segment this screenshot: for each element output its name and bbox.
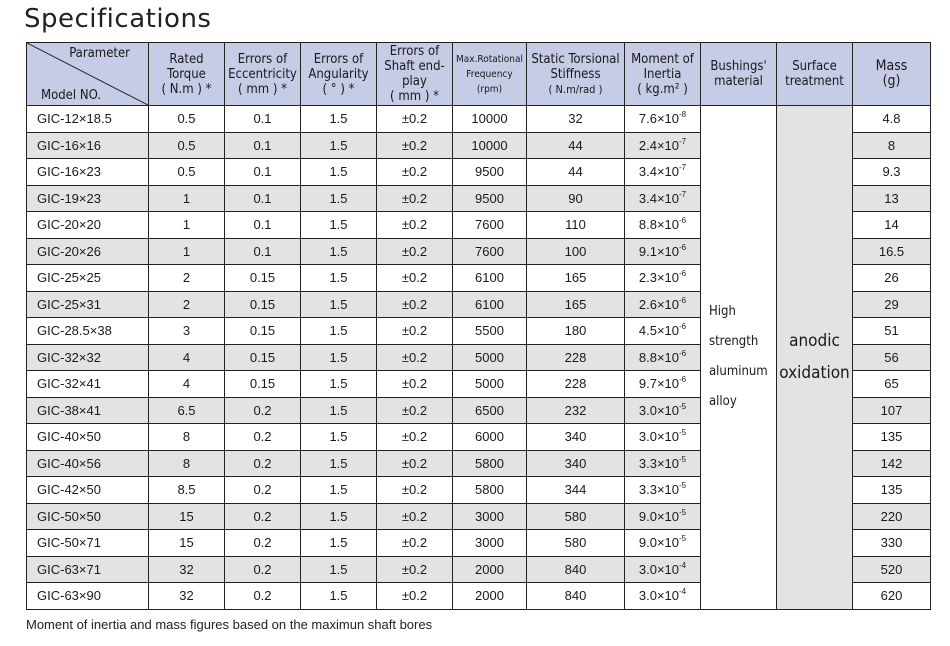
- inertia-exponent: -5: [679, 401, 687, 411]
- cell-eccentricity: 0.2: [225, 450, 301, 477]
- cell-eccentricity: 0.2: [225, 530, 301, 557]
- cell-model: GIC-19×23: [27, 185, 149, 212]
- cell-eccentricity: 0.15: [225, 371, 301, 398]
- header-shaft-end-play: Errors of Shaft end-play ( mm ) *: [377, 43, 453, 106]
- inertia-exponent: -7: [679, 163, 687, 173]
- cell-max-rpm: 5500: [453, 318, 527, 345]
- inertia-exponent: -5: [679, 507, 687, 517]
- cell-angularity: 1.5: [301, 212, 377, 239]
- cell-eccentricity: 0.1: [225, 106, 301, 133]
- cell-mass: 56: [853, 344, 931, 371]
- cell-angularity: 1.5: [301, 344, 377, 371]
- table-body: [27, 106, 931, 610]
- cell-rated-torque: 15: [149, 530, 225, 557]
- cell-model: GIC-38×41: [27, 397, 149, 424]
- cell-max-rpm: 6100: [453, 265, 527, 292]
- header-eccentricity: Errors of Eccentricity ( mm ) *: [225, 43, 301, 106]
- cell-moment-of-inertia: [625, 132, 701, 159]
- cell-eccentricity: 0.1: [225, 212, 301, 239]
- cell-moment-of-inertia: [625, 265, 701, 292]
- cell-eccentricity: 0.2: [225, 477, 301, 504]
- cell-mass: 620: [853, 583, 931, 610]
- cell-stiffness: 165: [527, 291, 625, 318]
- inertia-mantissa: 2.6×10: [638, 296, 679, 312]
- cell-model: GIC-50×50: [27, 503, 149, 530]
- cell-rated-torque: 2: [149, 265, 225, 292]
- surface-treatment-line: oxidation: [779, 363, 850, 384]
- cell-model: GIC-16×16: [27, 132, 149, 159]
- cell-stiffness: 110: [527, 212, 625, 239]
- cell-shaft-end-play: ±0.2: [377, 477, 453, 504]
- inertia-exponent: -5: [679, 534, 687, 544]
- cell-angularity: 1.5: [301, 291, 377, 318]
- cell-shaft-end-play: ±0.2: [377, 397, 453, 424]
- cell-angularity: 1.5: [301, 185, 377, 212]
- cell-mass: 16.5: [853, 238, 931, 265]
- bushings-material-line: strength: [709, 334, 759, 350]
- cell-angularity: 1.5: [301, 556, 377, 583]
- cell-max-rpm: 6500: [453, 397, 527, 424]
- cell-eccentricity: 0.15: [225, 318, 301, 345]
- cell-max-rpm: 5000: [453, 371, 527, 398]
- header-surface-treatment: Surface treatment: [777, 43, 853, 106]
- cell-shaft-end-play: ±0.2: [377, 132, 453, 159]
- cell-shaft-end-play: ±0.2: [377, 424, 453, 451]
- inertia-mantissa: 2.3×10: [638, 270, 679, 286]
- cell-rated-torque: 6.5: [149, 397, 225, 424]
- cell-max-rpm: 6100: [453, 291, 527, 318]
- inertia-exponent: -6: [679, 216, 687, 226]
- cell-angularity: 1.5: [301, 132, 377, 159]
- cell-stiffness: 32: [527, 106, 625, 133]
- cell-angularity: 1.5: [301, 238, 377, 265]
- cell-model: GIC-20×26: [27, 238, 149, 265]
- bushings-material-line: High: [709, 304, 736, 320]
- cell-model: GIC-50×71: [27, 530, 149, 557]
- inertia-mantissa: 8.8×10: [638, 349, 679, 365]
- cell-mass: 14: [853, 212, 931, 239]
- cell-rated-torque: 4: [149, 371, 225, 398]
- inertia-exponent: -8: [679, 110, 687, 120]
- surface-treatment-line: anodic: [789, 331, 840, 352]
- cell-eccentricity: 0.1: [225, 185, 301, 212]
- cell-angularity: 1.5: [301, 424, 377, 451]
- cell-moment-of-inertia: [625, 583, 701, 610]
- inertia-mantissa: 4.5×10: [638, 323, 679, 339]
- header-rated-torque: Rated Torque ( N.m ) *: [149, 43, 225, 106]
- cell-shaft-end-play: ±0.2: [377, 159, 453, 186]
- cell-stiffness: 340: [527, 424, 625, 451]
- cell-mass: 135: [853, 424, 931, 451]
- cell-angularity: 1.5: [301, 371, 377, 398]
- cell-stiffness: 580: [527, 503, 625, 530]
- cell-max-rpm: 5800: [453, 477, 527, 504]
- cell-shaft-end-play: ±0.2: [377, 344, 453, 371]
- cell-angularity: 1.5: [301, 530, 377, 557]
- cell-shaft-end-play: ±0.2: [377, 238, 453, 265]
- inertia-mantissa: 9.0×10: [638, 508, 679, 524]
- cell-mass: 4.8: [853, 106, 931, 133]
- cell-stiffness: 580: [527, 530, 625, 557]
- cell-bushings-material: [701, 106, 777, 610]
- cell-angularity: 1.5: [301, 106, 377, 133]
- inertia-mantissa: 3.0×10: [638, 588, 679, 604]
- cell-stiffness: 180: [527, 318, 625, 345]
- cell-max-rpm: 10000: [453, 106, 527, 133]
- cell-moment-of-inertia: [625, 344, 701, 371]
- cell-stiffness: 340: [527, 450, 625, 477]
- cell-shaft-end-play: ±0.2: [377, 318, 453, 345]
- cell-model: GIC-16×23: [27, 159, 149, 186]
- cell-angularity: 1.5: [301, 503, 377, 530]
- cell-shaft-end-play: ±0.2: [377, 265, 453, 292]
- cell-rated-torque: 32: [149, 556, 225, 583]
- inertia-exponent: -5: [679, 428, 687, 438]
- cell-max-rpm: 7600: [453, 238, 527, 265]
- cell-moment-of-inertia: [625, 212, 701, 239]
- cell-moment-of-inertia: [625, 106, 701, 133]
- cell-eccentricity: 0.1: [225, 159, 301, 186]
- cell-max-rpm: 2000: [453, 556, 527, 583]
- cell-eccentricity: 0.2: [225, 556, 301, 583]
- bushings-material-line: alloy: [709, 394, 737, 410]
- cell-moment-of-inertia: [625, 450, 701, 477]
- cell-shaft-end-play: ±0.2: [377, 503, 453, 530]
- cell-moment-of-inertia: [625, 530, 701, 557]
- corner-header-cell: [27, 43, 149, 106]
- cell-stiffness: 44: [527, 159, 625, 186]
- inertia-exponent: -6: [679, 295, 687, 305]
- cell-rated-torque: 0.5: [149, 159, 225, 186]
- inertia-mantissa: 2.4×10: [638, 137, 679, 153]
- cell-model: GIC-20×20: [27, 212, 149, 239]
- cell-shaft-end-play: ±0.2: [377, 450, 453, 477]
- cell-moment-of-inertia: [625, 477, 701, 504]
- cell-eccentricity: 0.2: [225, 583, 301, 610]
- header-row: [27, 43, 931, 106]
- cell-max-rpm: 7600: [453, 212, 527, 239]
- cell-eccentricity: 0.15: [225, 291, 301, 318]
- cell-model: GIC-40×50: [27, 424, 149, 451]
- cell-stiffness: 44: [527, 132, 625, 159]
- header-angularity: Errors of Angularity ( ° ) *: [301, 43, 377, 106]
- cell-shaft-end-play: ±0.2: [377, 583, 453, 610]
- cell-eccentricity: 0.15: [225, 265, 301, 292]
- footnote: Moment of inertia and mass figures based on the maximun shaft bores: [26, 617, 433, 632]
- inertia-exponent: -5: [679, 454, 687, 464]
- inertia-mantissa: 8.8×10: [638, 217, 679, 233]
- cell-eccentricity: 0.2: [225, 503, 301, 530]
- cell-eccentricity: 0.15: [225, 344, 301, 371]
- cell-rated-torque: 0.5: [149, 106, 225, 133]
- cell-mass: 135: [853, 477, 931, 504]
- cell-angularity: 1.5: [301, 583, 377, 610]
- cell-mass: 29: [853, 291, 931, 318]
- cell-stiffness: 840: [527, 556, 625, 583]
- cell-moment-of-inertia: [625, 185, 701, 212]
- cell-mass: 13: [853, 185, 931, 212]
- cell-model: GIC-32×41: [27, 371, 149, 398]
- table-row: [27, 106, 931, 133]
- cell-rated-torque: 4: [149, 344, 225, 371]
- inertia-exponent: -7: [679, 136, 687, 146]
- cell-moment-of-inertia: [625, 397, 701, 424]
- cell-angularity: 1.5: [301, 477, 377, 504]
- cell-model: GIC-12×18.5: [27, 106, 149, 133]
- inertia-mantissa: 3.0×10: [638, 429, 679, 445]
- inertia-mantissa: 9.7×10: [638, 376, 679, 392]
- cell-angularity: 1.5: [301, 397, 377, 424]
- cell-angularity: 1.5: [301, 159, 377, 186]
- inertia-exponent: -4: [679, 587, 687, 597]
- cell-rated-torque: 3: [149, 318, 225, 345]
- cell-stiffness: 100: [527, 238, 625, 265]
- cell-model: GIC-32×32: [27, 344, 149, 371]
- cell-stiffness: 840: [527, 583, 625, 610]
- cell-mass: 520: [853, 556, 931, 583]
- cell-shaft-end-play: ±0.2: [377, 371, 453, 398]
- cell-max-rpm: 9500: [453, 185, 527, 212]
- cell-mass: 26: [853, 265, 931, 292]
- bushings-material-line: aluminum: [709, 364, 768, 380]
- cell-mass: 65: [853, 371, 931, 398]
- inertia-mantissa: 3.3×10: [638, 482, 679, 498]
- cell-mass: 8: [853, 132, 931, 159]
- cell-stiffness: 165: [527, 265, 625, 292]
- cell-rated-torque: 0.5: [149, 132, 225, 159]
- cell-moment-of-inertia: [625, 424, 701, 451]
- cell-model: GIC-28.5×38: [27, 318, 149, 345]
- inertia-mantissa: 3.3×10: [638, 455, 679, 471]
- header-static-torsional-stiffness: Static Torsional Stiffness ( N.m/rad ): [527, 43, 625, 106]
- cell-max-rpm: 5000: [453, 344, 527, 371]
- cell-stiffness: 90: [527, 185, 625, 212]
- cell-stiffness: 228: [527, 371, 625, 398]
- cell-rated-torque: 32: [149, 583, 225, 610]
- cell-shaft-end-play: ±0.2: [377, 556, 453, 583]
- cell-model: GIC-25×25: [27, 265, 149, 292]
- cell-eccentricity: 0.2: [225, 397, 301, 424]
- cell-moment-of-inertia: [625, 291, 701, 318]
- cell-moment-of-inertia: [625, 318, 701, 345]
- cell-stiffness: 228: [527, 344, 625, 371]
- cell-moment-of-inertia: [625, 556, 701, 583]
- cell-model: GIC-40×56: [27, 450, 149, 477]
- cell-rated-torque: 8.5: [149, 477, 225, 504]
- cell-max-rpm: 9500: [453, 159, 527, 186]
- inertia-exponent: -6: [679, 269, 687, 279]
- cell-mass: 142: [853, 450, 931, 477]
- header-moment-of-inertia: Moment of Inertia ( kg.m² ): [625, 43, 701, 106]
- inertia-exponent: -6: [679, 242, 687, 252]
- cell-rated-torque: 1: [149, 238, 225, 265]
- inertia-exponent: -6: [679, 375, 687, 385]
- header-bushings-material: Bushings' material: [701, 43, 777, 106]
- page-title: Specifications: [24, 4, 212, 34]
- inertia-mantissa: 3.0×10: [638, 402, 679, 418]
- cell-moment-of-inertia: [625, 503, 701, 530]
- cell-rated-torque: 15: [149, 503, 225, 530]
- cell-surface-treatment: [777, 106, 853, 610]
- cell-rated-torque: 1: [149, 212, 225, 239]
- corner-model-label: Model NO.: [41, 88, 101, 103]
- inertia-mantissa: 3.4×10: [638, 164, 679, 180]
- corner-parameter-label: Parameter: [69, 46, 130, 61]
- inertia-exponent: -6: [679, 348, 687, 358]
- cell-model: GIC-42×50: [27, 477, 149, 504]
- cell-stiffness: 344: [527, 477, 625, 504]
- cell-rated-torque: 8: [149, 450, 225, 477]
- cell-mass: 51: [853, 318, 931, 345]
- header-mass: Mass (g): [853, 43, 931, 106]
- cell-max-rpm: 2000: [453, 583, 527, 610]
- cell-eccentricity: 0.2: [225, 424, 301, 451]
- header-max-rotational-frequency: Max.Rotational Frequency (rpm): [453, 43, 527, 106]
- cell-model: GIC-63×90: [27, 583, 149, 610]
- cell-max-rpm: 3000: [453, 503, 527, 530]
- cell-moment-of-inertia: [625, 371, 701, 398]
- cell-stiffness: 232: [527, 397, 625, 424]
- inertia-mantissa: 3.0×10: [638, 561, 679, 577]
- cell-shaft-end-play: ±0.2: [377, 530, 453, 557]
- cell-max-rpm: 6000: [453, 424, 527, 451]
- cell-max-rpm: 10000: [453, 132, 527, 159]
- cell-eccentricity: 0.1: [225, 132, 301, 159]
- cell-rated-torque: 8: [149, 424, 225, 451]
- cell-model: GIC-25×31: [27, 291, 149, 318]
- inertia-mantissa: 9.1×10: [638, 243, 679, 259]
- cell-rated-torque: 2: [149, 291, 225, 318]
- cell-model: GIC-63×71: [27, 556, 149, 583]
- cell-max-rpm: 5800: [453, 450, 527, 477]
- cell-moment-of-inertia: [625, 159, 701, 186]
- cell-shaft-end-play: ±0.2: [377, 291, 453, 318]
- inertia-exponent: -5: [679, 481, 687, 491]
- cell-shaft-end-play: ±0.2: [377, 185, 453, 212]
- inertia-exponent: -6: [679, 322, 687, 332]
- inertia-mantissa: 3.4×10: [638, 190, 679, 206]
- cell-mass: 220: [853, 503, 931, 530]
- cell-rated-torque: 1: [149, 185, 225, 212]
- inertia-mantissa: 7.6×10: [638, 111, 679, 127]
- cell-shaft-end-play: ±0.2: [377, 106, 453, 133]
- cell-max-rpm: 3000: [453, 530, 527, 557]
- specifications-table: [26, 42, 931, 610]
- cell-mass: 9.3: [853, 159, 931, 186]
- cell-angularity: 1.5: [301, 265, 377, 292]
- cell-angularity: 1.5: [301, 318, 377, 345]
- cell-mass: 330: [853, 530, 931, 557]
- inertia-mantissa: 9.0×10: [638, 535, 679, 551]
- cell-angularity: 1.5: [301, 450, 377, 477]
- inertia-exponent: -7: [679, 189, 687, 199]
- cell-moment-of-inertia: [625, 238, 701, 265]
- cell-eccentricity: 0.1: [225, 238, 301, 265]
- cell-shaft-end-play: ±0.2: [377, 212, 453, 239]
- inertia-exponent: -4: [679, 560, 687, 570]
- cell-mass: 107: [853, 397, 931, 424]
